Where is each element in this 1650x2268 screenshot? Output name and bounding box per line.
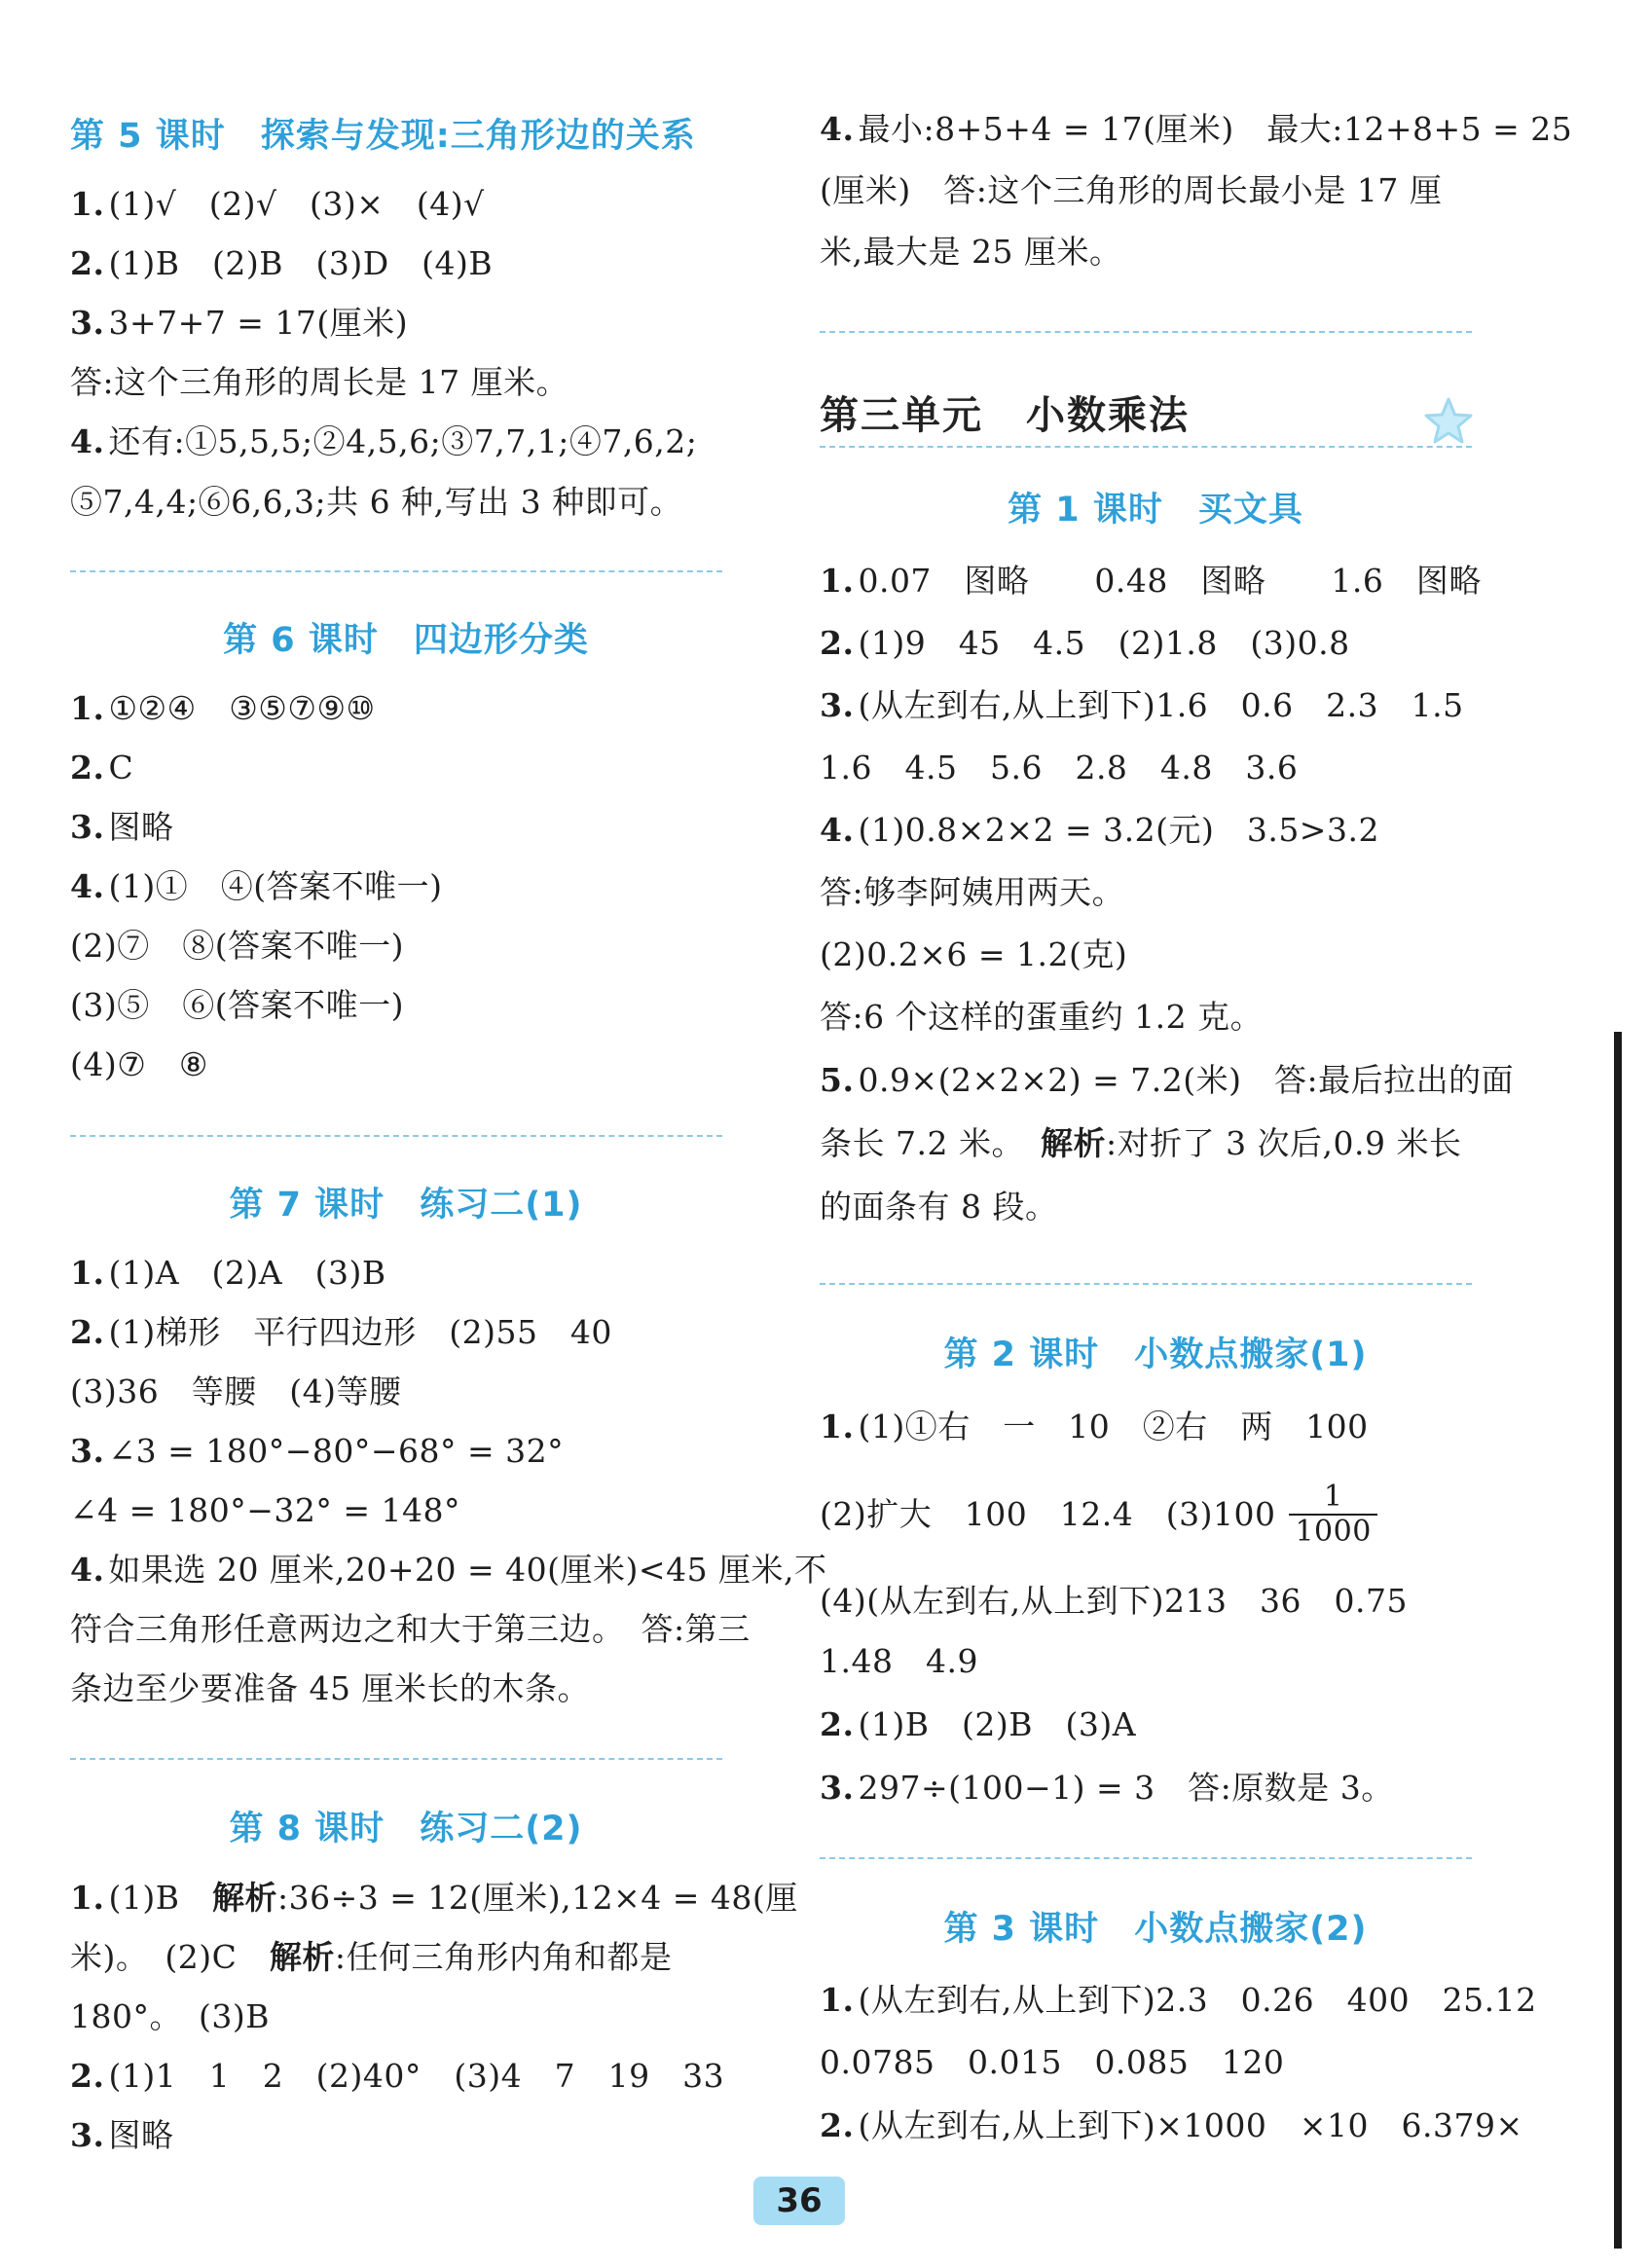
l7-q3: 3. ∠3 = 180°−80°−68° = 32° <box>70 1432 565 1470</box>
l6-q4-4: (4)⑦ ⑧ <box>70 1045 208 1083</box>
lesson-7-heading: 第 7 课时 练习二(1) <box>229 1186 583 1225</box>
u3l1-q2: 2. (1)9 45 4.5 (2)1.8 (3)0.8 <box>820 624 1350 662</box>
u3l2-q3: 3. 297÷(100−1) = 3 答:原数是 3。 <box>820 1769 1394 1807</box>
u3l1-q4-answer: 答:够李阿姨用两天。 <box>820 873 1125 911</box>
page-edge-bar <box>1614 1032 1622 2249</box>
l5-q1: 1. (1)√ (2)√ (3)× (4)√ <box>70 185 485 223</box>
l7-q4: 4. 如果选 20 厘米,20+20 = 40(厘米)<45 厘米,不 <box>70 1551 827 1589</box>
l7-q4-cont: 符合三角形任意两边之和大于第三边。 答:第三 <box>70 1610 751 1648</box>
u3l3-q1-cont: 0.0785 0.015 0.085 120 <box>820 2043 1285 2081</box>
lesson-6-heading: 第 6 课时 四边形分类 <box>223 621 589 660</box>
u3l1-q5-cont: 条长 7.2 米。 解析:对折了 3 次后,0.9 米长 <box>820 1124 1462 1162</box>
u3l1-q4-2: (2)0.2×6 = 1.2(克) <box>820 935 1128 973</box>
u3l2-q1: 1. (1)①右 一 10 ②右 两 100 <box>820 1408 1369 1445</box>
u3l3-q1: 1. (从左到右,从上到下)2.3 0.26 400 25.12 <box>820 1981 1537 2019</box>
unit-heading: 第三单元 小数乘法 <box>820 393 1190 438</box>
l7-q3-cont: ∠4 = 180°−32° = 148° <box>70 1491 461 1529</box>
l8-q1-cont2: 180°。 (3)B <box>70 1997 270 2035</box>
divider <box>820 331 1472 333</box>
l6-q3: 3. 图略 <box>70 808 174 846</box>
divider <box>820 1857 1472 1859</box>
l5-q3-answer: 答:这个三角形的周长是 17 厘米。 <box>70 363 569 401</box>
l5-q4: 4. 还有:①5,5,5;②4,5,6;③7,7,1;④7,6,2; <box>70 422 698 460</box>
u3l2-q1-4: (4)(从左到右,从上到下)213 36 0.75 <box>820 1582 1408 1620</box>
u3l1-q4-2-answer: 答:6 个这样的蛋重约 1.2 克。 <box>820 998 1264 1036</box>
divider <box>70 570 722 572</box>
l6-q4-2: (2)⑦ ⑧(答案不唯一) <box>70 927 404 965</box>
u3l1-q5: 5. 0.9×(2×2×2) = 7.2(米) 答:最后拉出的面 <box>820 1061 1515 1099</box>
u3l1-q1: 1. 0.07 图略 0.48 图略 1.6 图略 <box>820 562 1482 600</box>
l8-q3: 3. 图略 <box>70 2116 174 2154</box>
u3l2-q1-4-cont: 1.48 4.9 <box>820 1642 978 1680</box>
l6-q2: 2. C <box>70 749 134 786</box>
lesson-5-heading: 第 5 课时 探索与发现:三角形边的关系 <box>70 117 696 156</box>
l6-q1: 1. ①②④ ③⑤⑦⑨⑩ <box>70 689 376 727</box>
l5-q2: 2. (1)B (2)B (3)D (4)B <box>70 244 494 282</box>
l5-q4-cont: ⑤7,4,4;⑥6,6,3;共 6 种,写出 3 种即可。 <box>70 483 683 521</box>
l6-q4-3: (3)⑤ ⑥(答案不唯一) <box>70 986 404 1024</box>
lesson-1-heading: 第 1 课时 买文具 <box>1008 491 1303 530</box>
unit-underline <box>820 446 1472 448</box>
u3l1-q3-cont: 1.6 4.5 5.6 2.8 4.8 3.6 <box>820 749 1299 786</box>
divider <box>820 1283 1472 1285</box>
prev-q4: 4. 最小:8+5+4 = 17(厘米) 最大:12+8+5 = 25 <box>820 110 1573 148</box>
l5-q3: 3. 3+7+7 = 17(厘米) <box>70 304 409 342</box>
u3l2-q2: 2. (1)B (2)B (3)A <box>820 1705 1137 1743</box>
l7-q4-cont2: 条边至少要准备 45 厘米长的木条。 <box>70 1669 590 1707</box>
u3l3-q2: 2. (从左到右,从上到下)×1000 ×10 6.379× <box>820 2106 1523 2144</box>
divider <box>70 1135 722 1137</box>
prev-q4-cont2: 米,最大是 25 厘米。 <box>820 233 1122 271</box>
star-icon <box>1421 395 1476 450</box>
l8-q2: 2. (1)1 1 2 (2)40° (3)4 7 19 33 <box>70 2057 725 2095</box>
l8-q1: 1. (1)B 解析:36÷3 = 12(厘米),12×4 = 48(厘 <box>70 1879 798 1917</box>
l6-q4: 4. (1)① ④(答案不唯一) <box>70 867 443 905</box>
lesson-3-heading: 第 3 课时 小数点搬家(2) <box>943 1910 1368 1949</box>
u3l2-q1-2: (2)扩大 100 12.4 (3)100 $\frac{1}{1000}$ <box>820 1474 1377 1554</box>
divider <box>70 1758 722 1760</box>
u3l1-q5-cont2: 的面条有 8 段。 <box>820 1188 1058 1225</box>
page-number: 36 <box>753 2177 845 2225</box>
fraction: $\frac{1}{1000}$ <box>1289 1481 1376 1549</box>
l8-q1-cont: 米)。 (2)C 解析:任何三角形内角和都是 <box>70 1938 673 1976</box>
l7-q1: 1. (1)A (2)A (3)B <box>70 1254 386 1292</box>
u3l1-q4: 4. (1)0.8×2×2 = 3.2(元) 3.5>3.2 <box>820 811 1379 849</box>
lesson-8-heading: 第 8 课时 练习二(2) <box>229 1810 583 1848</box>
lesson-2-heading: 第 2 课时 小数点搬家(1) <box>943 1335 1368 1374</box>
prev-q4-cont: (厘米) 答:这个三角形的周长最小是 17 厘 <box>820 171 1443 209</box>
l7-q2-cont: (3)36 等腰 (4)等腰 <box>70 1372 402 1410</box>
l7-q2: 2. (1)梯形 平行四边形 (2)55 40 <box>70 1313 612 1351</box>
u3l1-q3: 3. (从左到右,从上到下)1.6 0.6 2.3 1.5 <box>820 686 1464 724</box>
